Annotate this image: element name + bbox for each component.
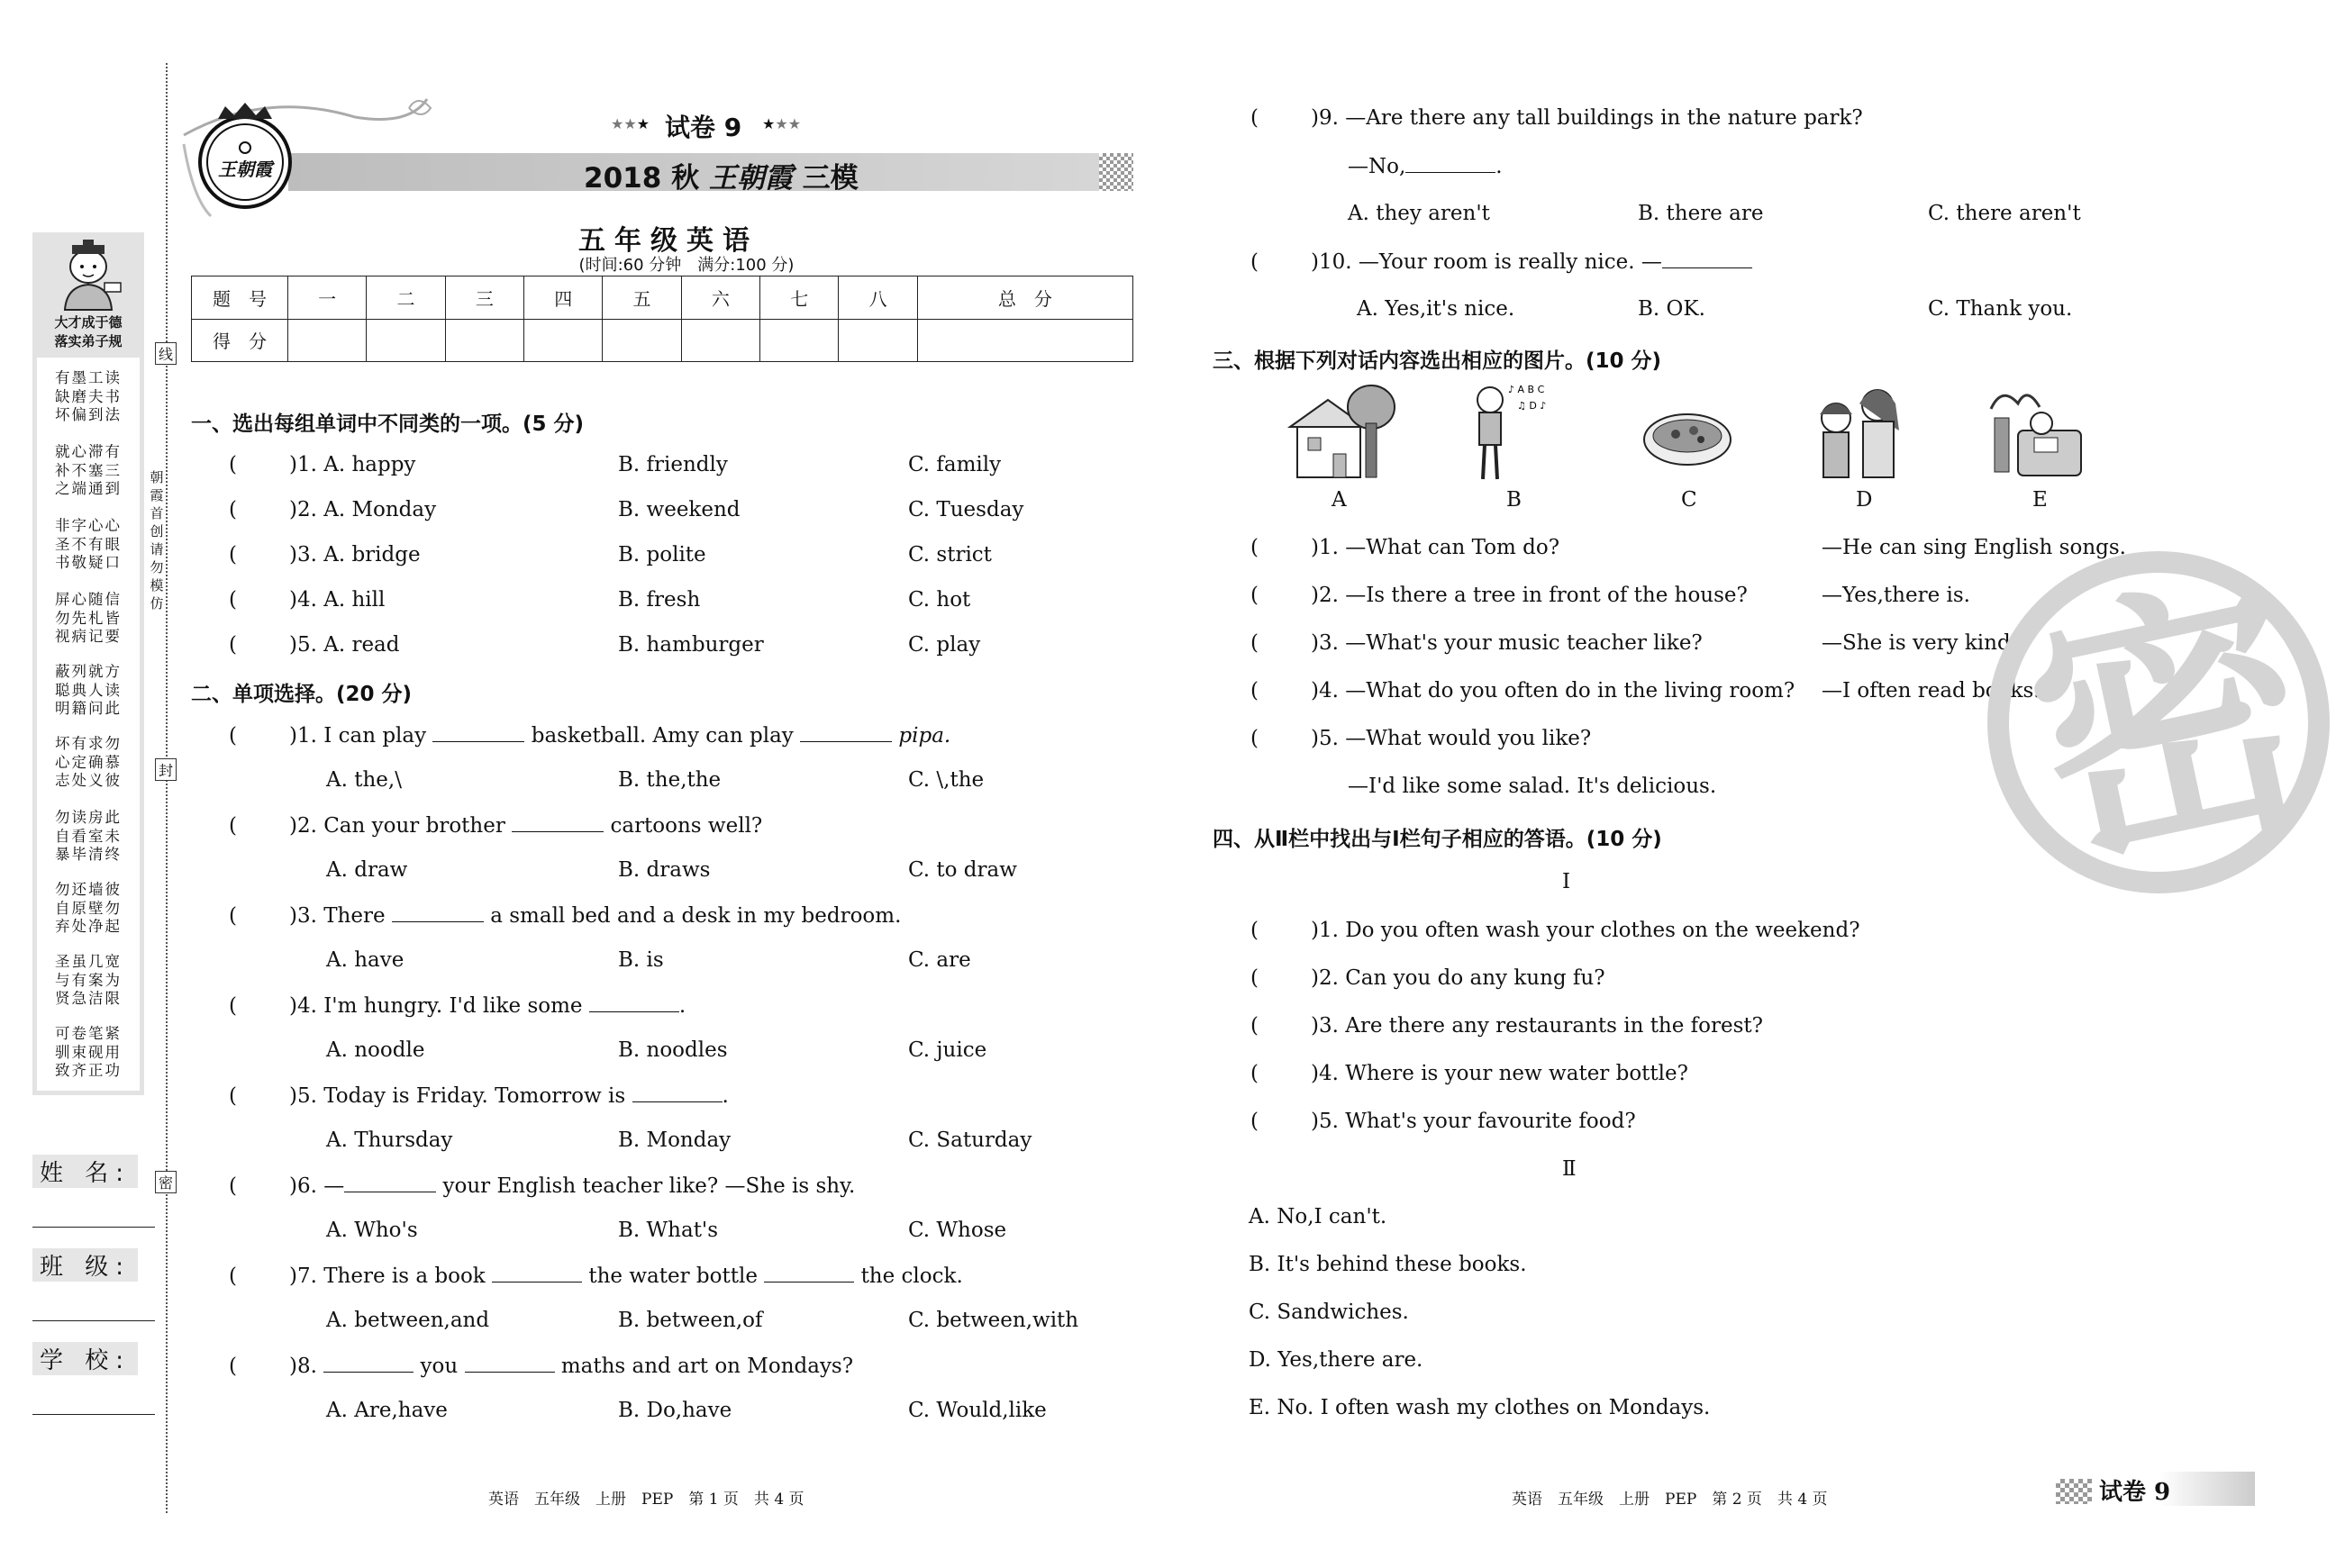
s2-q10-option-a: A. Yes,it's nice. [1357, 297, 1515, 321]
time-info: (时间:60 分钟 满分:100 分) [578, 256, 795, 275]
corner-badge-text: 试卷 9 [2099, 1479, 2171, 1506]
picture-label-b: B [1506, 488, 1522, 512]
s4-col1-item-2: ( )2. Can you do any kung fu? [1250, 966, 1605, 990]
s2-question-8: ( )8. you maths and art on Mondays? [229, 1355, 854, 1378]
s2-q3-option-b: B. is [618, 948, 664, 972]
motto-group-10: 可卷笔紧 驯束砚用 致齐正功 [55, 1025, 122, 1079]
answer-blank[interactable] [432, 723, 524, 742]
footer-left: 英语 五年级 上册 PEP 第 1 页 共 4 页 [488, 1491, 804, 1509]
answer-blank[interactable] [492, 1264, 582, 1282]
boy-singing-icon [1463, 376, 1562, 483]
s1-q2-option-b: B. weekend [618, 498, 741, 521]
score-header-cell: 二 [367, 276, 445, 320]
s3-q2-answer: —Yes,there is. [1822, 584, 1970, 607]
s2-q1-option-c: C. \,the [908, 768, 985, 792]
watermark-seal [1987, 543, 2336, 908]
s2-q2-option-b: B. draws [618, 858, 711, 882]
score-input-cell[interactable] [681, 319, 759, 362]
s1-q2-option-c: C. Tuesday [908, 498, 1024, 521]
s2-q9-option-c: C. there aren't [1928, 202, 2081, 225]
motto-top: 大才成于德 落实弟子规 [54, 314, 123, 349]
section1-title: 一、选出每组单词中不同类的一项。(5 分) [191, 412, 585, 436]
exam-title-brand: 王朝霞 [708, 162, 793, 195]
school-label: 学 校: [32, 1342, 138, 1375]
score-input-cell[interactable] [367, 319, 445, 362]
s2-question-10: ( )10. —Your room is really nice. — [1250, 249, 1752, 274]
score-header-cell: 题 号 [192, 276, 288, 320]
s2-q8-option-a: A. Are,have [326, 1399, 448, 1422]
score-table-header-row [192, 276, 1133, 320]
answer-blank[interactable] [465, 1354, 555, 1373]
s2-q7-option-c: C. between,with [908, 1309, 1079, 1332]
motto-group-5: 蔽列就方 聪典人读 明籍问此 [55, 663, 122, 717]
section4-title: 四、从Ⅱ栏中找出与Ⅰ栏句子相应的答语。(10 分) [1213, 828, 1662, 851]
answer-blank[interactable] [589, 993, 679, 1012]
class-label: 班 级: [32, 1248, 138, 1282]
badge-stars-right: ★★★ [762, 115, 802, 132]
footer-right: 英语 五年级 上册 PEP 第 2 页 共 4 页 [1512, 1491, 1828, 1509]
school-field[interactable] [32, 1414, 155, 1415]
s1-question-2: ( )2. A. Monday [229, 498, 437, 521]
s4-col1-item-4: ( )4. Where is your new water bottle? [1250, 1062, 1688, 1085]
s1-question-4: ( )4. A. hill [229, 588, 386, 612]
score-header-cell: 五 [603, 276, 681, 320]
answer-blank[interactable] [512, 813, 604, 832]
s2-question-3: ( )3. There a small bed and a desk in my bedroom. [229, 904, 902, 928]
answer-blank[interactable] [344, 1174, 436, 1192]
column-2-heading: Ⅱ [1562, 1157, 1577, 1181]
s2-q5-option-a: A. Thursday [326, 1128, 453, 1152]
s1-q1-option-b: B. friendly [618, 453, 728, 476]
cut-mark-xian: 线 [155, 342, 177, 365]
s2-question-9-line2: —No, . [1348, 155, 1503, 178]
s2-q4-option-a: A. noodle [326, 1038, 425, 1062]
svg-text:♫ D ♪: ♫ D ♪ [1517, 400, 1547, 412]
s2-q9-option-b: B. there are [1638, 202, 1764, 225]
cut-mark-mi: 密 [155, 1171, 177, 1193]
exam-title-year: 2018 秋 [584, 162, 700, 195]
s2-q7-option-b: B. between,of [618, 1309, 763, 1332]
motto-group-1: 有墨工读 缺磨夫书 坏偏到法 [55, 369, 122, 423]
answer-blank[interactable] [1405, 154, 1495, 173]
s1-question-3: ( )3. A. bridge [229, 543, 421, 566]
s2-q1-option-b: B. the,the [618, 768, 722, 792]
motto-group-4: 屏心随信 勿先札皆 视病记要 [55, 591, 122, 645]
s1-q5-option-c: C. play [908, 633, 981, 657]
s2-q1-option-a: A. the,\ [326, 768, 402, 792]
s1-q4-option-b: B. fresh [618, 588, 701, 612]
binding-dashed-line [166, 63, 168, 1513]
exam-badge: 试卷 9 [665, 113, 742, 142]
corner-badge-checker [2056, 1479, 2092, 1504]
s2-q10-option-c: C. Thank you. [1928, 297, 2073, 321]
s2-q2-option-c: C. to draw [908, 858, 1017, 882]
watermark-seal-char: 密 [2005, 543, 2336, 908]
s4-col1-item-5: ( )5. What's your favourite food? [1250, 1110, 1636, 1133]
class-field[interactable] [32, 1320, 155, 1321]
s3-question-2: ( )2. —Is there a tree in front of the house? [1250, 584, 1748, 607]
living-room-reading-icon [1982, 382, 2092, 483]
exam-title [584, 155, 859, 195]
s2-question-1: ( )1. I can play basketball. Amy can play pipa. [229, 724, 951, 748]
s4-col2-item-a: A. No,I can't. [1249, 1205, 1387, 1228]
s2-question-4: ( )4. I'm hungry. I'd like some . [229, 994, 686, 1018]
score-header-cell: 总 分 [917, 276, 1132, 320]
score-table-score-row [192, 319, 1133, 362]
s3-question-3: ( )3. —What's your music teacher like? [1250, 631, 1703, 655]
motto-group-7: 勿读房此 自看室未 暴毕清终 [55, 809, 122, 863]
s1-question-5: ( )5. A. read [229, 633, 400, 657]
s4-col2-item-d: D. Yes,there are. [1249, 1348, 1423, 1372]
column-1-heading: Ⅰ [1562, 870, 1571, 893]
salad-bowl-icon [1640, 409, 1735, 468]
picture-label-c: C [1681, 488, 1697, 512]
section3-title: 三、根据下列对话内容选出相应的图片。(10 分) [1213, 349, 1662, 373]
exam-title-suffix: 三模 [802, 162, 859, 195]
s3-question-1: ( )1. —What can Tom do? [1250, 536, 1560, 559]
s2-q5-option-b: B. Monday [618, 1128, 732, 1152]
s2-question-7: ( )7. There is a book the water bottle the clock. [229, 1264, 963, 1288]
s2-question-9: ( )9. —Are there any tall buildings in the nature park? [1250, 106, 1863, 130]
score-input-cell[interactable] [760, 319, 839, 362]
house-with-tree-icon [1283, 382, 1402, 483]
name-label: 姓 名: [32, 1155, 138, 1188]
s2-q3-option-c: C. are [908, 948, 971, 972]
s3-q3-answer: —She is very kind. [1822, 631, 2018, 655]
vertical-note: 朝霞首创 请勿模仿 [150, 469, 164, 612]
answer-blank[interactable] [632, 1083, 723, 1102]
score-input-cell[interactable] [445, 319, 523, 362]
s1-question-1: ( )1. A. happy [229, 453, 416, 476]
brand-logo-text: 王朝霞 [218, 159, 272, 180]
teacher-and-girl-icon [1807, 382, 1913, 483]
s4-col1-item-1: ( )1. Do you often wash your clothes on the weekend? [1250, 919, 1860, 942]
s3-q5-answer: —I'd like some salad. It's delicious. [1348, 775, 1717, 798]
s1-q1-option-c: C. family [908, 453, 1002, 476]
s2-question-5: ( )5. Today is Friday. Tomorrow is . [229, 1084, 729, 1108]
score-header-cell: 八 [839, 276, 917, 320]
cut-mark-feng: 封 [155, 758, 177, 781]
picture-label-d: D [1856, 488, 1873, 512]
motto-group-3: 非字心心 圣不有眼 书敬疑口 [55, 517, 122, 571]
s2-q5-option-c: C. Saturday [908, 1128, 1032, 1152]
s2-q4-option-c: C. juice [908, 1038, 987, 1062]
s4-col2-item-e: E. No. I often wash my clothes on Mondays. [1249, 1396, 1711, 1419]
score-input-cell[interactable] [839, 319, 917, 362]
badge-stars-left: ★★★ [611, 115, 650, 132]
s3-question-5: ( )5. —What would you like? [1250, 727, 1592, 750]
answer-blank[interactable] [323, 1354, 414, 1373]
motto-group-8: 勿还墙彼 自原壁勿 弃处净起 [55, 881, 122, 935]
s3-question-4: ( )4. —What do you often do in the living room? [1250, 679, 1795, 702]
s4-col2-item-b: B. It's behind these books. [1249, 1253, 1527, 1276]
subject-title: 五年级英语 [578, 225, 759, 257]
s1-q5-option-b: B. hamburger [618, 633, 764, 657]
s2-q4-option-b: B. noodles [618, 1038, 728, 1062]
picture-label-e: E [2032, 488, 2048, 512]
s2-q6-option-a: A. Who's [326, 1219, 418, 1242]
s1-q3-option-c: C. strict [908, 543, 992, 566]
answer-blank[interactable] [764, 1264, 854, 1282]
s2-question-2: ( )2. Can your brother cartoons well? [229, 814, 763, 838]
motto-group-6: 坏有求勿 心定确慕 志处义彼 [55, 735, 122, 789]
score-header-cell: 一 [288, 276, 367, 320]
s2-q2-option-a: A. draw [326, 858, 408, 882]
s1-q3-option-b: B. polite [618, 543, 706, 566]
score-row-label: 得 分 [192, 319, 288, 362]
answer-blank[interactable] [392, 903, 484, 922]
s3-q1-answer: —He can sing English songs. [1822, 536, 2126, 559]
s2-q9-option-a: A. they aren't [1348, 202, 1490, 225]
s2-q7-option-a: A. between,and [326, 1309, 490, 1332]
score-header-cell: 三 [445, 276, 523, 320]
picture-label-a: A [1332, 488, 1347, 512]
s4-col2-item-c: C. Sandwiches. [1249, 1301, 1409, 1324]
name-field[interactable] [32, 1227, 155, 1228]
score-input-cell[interactable] [603, 319, 681, 362]
s1-q4-option-c: C. hot [908, 588, 971, 612]
answer-blank[interactable] [1662, 249, 1752, 268]
s2-q8-option-c: C. Would,like [908, 1399, 1047, 1422]
title-bar-checker [1099, 153, 1133, 191]
s4-col1-item-3: ( )3. Are there any restaurants in the forest? [1250, 1014, 1764, 1038]
s2-q6-option-c: C. Whose [908, 1219, 1007, 1242]
score-input-cell[interactable] [288, 319, 367, 362]
s2-q3-option-a: A. have [326, 948, 404, 972]
answer-blank[interactable] [800, 723, 892, 742]
scholar-figure-icon [47, 236, 130, 312]
svg-text:♪ A B C: ♪ A B C [1508, 384, 1545, 395]
s2-q10-option-b: B. OK. [1638, 297, 1705, 321]
s2-q6-option-b: B. What's [618, 1219, 719, 1242]
score-header-cell: 七 [760, 276, 839, 320]
section2-title: 二、单项选择。(20 分) [191, 683, 413, 706]
score-table [191, 276, 1133, 362]
motto-group-9: 圣虽几宽 与有案为 贤急洁限 [55, 953, 122, 1007]
s2-q8-option-b: B. Do,have [618, 1399, 732, 1422]
motto-group-2: 就心滞有 补不塞三 之端通到 [55, 443, 122, 497]
score-header-cell: 六 [681, 276, 759, 320]
score-input-cell[interactable] [917, 319, 1132, 362]
score-header-cell: 四 [524, 276, 603, 320]
s2-question-6: ( )6. — your English teacher like? —She is shy. [229, 1174, 856, 1198]
s3-q4-answer: —I often read books. [1822, 679, 2041, 702]
score-input-cell[interactable] [524, 319, 603, 362]
